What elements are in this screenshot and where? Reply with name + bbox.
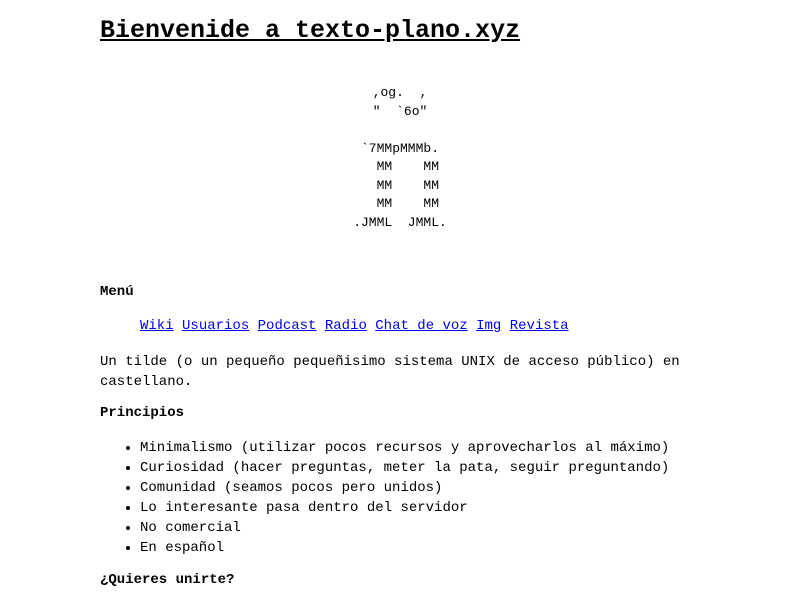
page-title: Bienvenide a texto-plano.xyz — [100, 16, 521, 45]
principles-heading: Principios — [100, 405, 185, 421]
menu-link-wiki[interactable]: Wiki — [140, 318, 174, 334]
menu-nav — [140, 317, 569, 335]
ascii-art-line: MM MM — [360, 196, 439, 211]
menu-link-usuarios[interactable]: Usuarios — [182, 318, 250, 334]
list-item: • No comercial — [140, 518, 669, 538]
list-item: • En español — [140, 538, 669, 558]
menu-link-chat-de-voz[interactable]: Chat de voz — [375, 318, 468, 334]
menu-link-revista[interactable]: Revista — [509, 318, 569, 334]
ascii-art-line — [100, 121, 700, 140]
menu-heading: Menú — [100, 284, 134, 300]
ascii-art-line: " `6o" — [372, 103, 428, 119]
ascii-art-line: MM MM — [360, 177, 439, 193]
ascii-art-line: MM MM — [360, 159, 439, 174]
principles-list — [100, 438, 669, 558]
menu-link-podcast[interactable]: Podcast — [257, 318, 317, 334]
intro-text: Un tilde (o un pequeño pequeñisimo sistema UNIX de acceso público) en castellano. — [100, 354, 680, 390]
ascii-art-logo — [100, 84, 700, 232]
menu-link-img[interactable]: Img — [476, 318, 502, 334]
list-item: • Comunidad (seamos pocos pero unidos) — [140, 478, 669, 498]
ascii-art-line: ,og. , — [372, 85, 428, 100]
list-item: • Curiosidad (hacer preguntas, meter la pata, seguir preguntando) — [140, 458, 669, 478]
menu-link-radio[interactable]: Radio — [324, 318, 367, 334]
join-heading: ¿Quieres unirte? — [100, 572, 235, 588]
list-item: • Minimalismo (utilizar pocos recursos y aprovecharlos al máximo) — [140, 438, 669, 458]
ascii-art-line: .JMML JMML. — [353, 214, 447, 230]
list-item: • Lo interesante pasa dentro del servidor — [140, 498, 669, 518]
ascii-art-line: `7MMpMMMb. — [360, 140, 439, 156]
